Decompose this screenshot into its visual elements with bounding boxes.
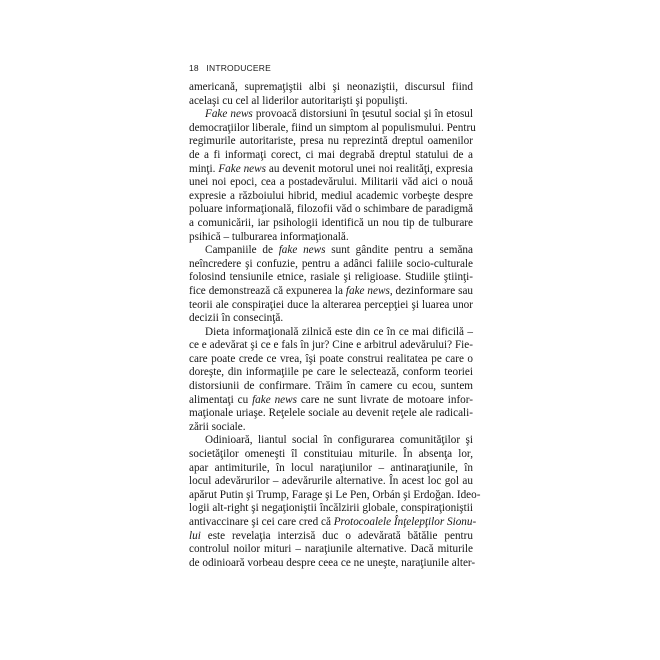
- text-line: Dieta informaţională zilnică este din ce în ce mai dificilă –: [205, 325, 473, 338]
- text-line: Campaniile de fake news sunt gândite pentru a semăna: [205, 244, 473, 257]
- text-line: poluare informaţională, filozofii văd o schimbare de paradigmă: [189, 203, 473, 216]
- text-line: alimentaţi cu fake news care ne sunt livrate de motoare infor-: [189, 393, 473, 406]
- text-line: distorsiunii de confirmare. Trăim în camere cu ecou, suntem: [189, 380, 473, 393]
- text-line: apar antimiturile, în locul naraţiunilor – antinaraţiunile, în: [189, 461, 473, 474]
- text-line: Fake news provoacă distorsiuni în ţesutul social şi în etosul: [205, 108, 473, 121]
- text-line: locul adevărurilor – adevărurile alternative. În acest loc gol au: [189, 475, 473, 488]
- text-line: zării sociale.: [189, 420, 246, 433]
- text-line: apărut Putin şi Trump, Farage şi Le Pen, Orbán şi Erdoğan. Ideo-: [189, 488, 481, 501]
- text-line: teorii ale conspiraţiei duce la alterarea percepţiei şi luarea unor: [189, 298, 473, 311]
- text-line: logii alt-right şi negaţioniştii încălzirii globale, conspiraţioniştii: [189, 502, 473, 515]
- running-header: [189, 63, 271, 73]
- text-line: folosind tensiunile etnice, rasiale şi religioase. Studiile ştiinţi-: [189, 271, 473, 284]
- text-line: expresie a războiului hibrid, mediul academic vorbeşte despre: [189, 189, 473, 202]
- text-line: maţionale uriaşe. Reţelele sociale au devenit reţele ale radicali-: [189, 407, 473, 420]
- text-line: democraţiilor liberale, fiind un simptom al populismului. Pentru: [189, 121, 476, 134]
- text-line: acelaşi cu cel al liderilor autoritarişti şi populişti.: [189, 94, 408, 107]
- text-line: controlul noilor mituri – naraţiunile alternative. Dacă miturile: [189, 543, 473, 556]
- text-line: antivaccinare şi cei care cred că Protocoalele Înţelepţilor Sionu-: [189, 516, 477, 528]
- text-line: ce e adevărat şi ce e fals în jur? Cine e arbitrul adevărului? Fie-: [189, 339, 473, 352]
- text-line: societăţilor omeneşti îl constituiau miturile. În absenţa lor,: [189, 448, 473, 461]
- text-line: care poate crede ce vrea, îşi poate construi realitatea pe care o: [189, 352, 473, 365]
- text-line: a comunicării, iar psihologii identifică un nou tip de tulburare: [189, 216, 473, 229]
- text-line: unei noi epoci, cea a postadevărului. Militarii văd aici o nouă: [189, 176, 473, 189]
- text-line: doreşte, din informaţiile pe care le selectează, conform teoriei: [189, 366, 473, 379]
- text-line: regimurile autoritariste, presa nu reprezintă dreptul oamenilor: [189, 135, 473, 148]
- text-line: americană, supremaţiştii albi şi neonaziştii, discursul fiind: [189, 81, 473, 93]
- text-line: minţi. Fake news au devenit motorul unei noi realităţi, expresia: [189, 162, 474, 175]
- text-line: psihică – tulburarea informaţională.: [189, 230, 349, 243]
- page-number: 18: [189, 63, 199, 73]
- text-line: fice demonstrează că expunerea la fake news, dezinformare sau: [189, 284, 474, 297]
- text-line: Odinioară, liantul social în configurarea comunităţilor şi: [205, 434, 473, 447]
- body-text: [189, 81, 481, 570]
- text-line: neîncredere şi confuzie, pentru a adânci faliile socio-culturale: [189, 257, 473, 270]
- text-line: de a fi informaţi corect, ci mai degrabă dreptul statului de a: [189, 148, 473, 161]
- section-title: INTRODUCERE: [206, 63, 271, 73]
- text-line: de odinioară vorbeau despre ceea ce ne uneşte, naraţiunile alter-: [189, 556, 476, 569]
- text-line: decizii în consecinţă.: [189, 312, 284, 325]
- text-line: lui este revelaţia interzisă duc o adevărată bătălie pentru: [189, 529, 473, 542]
